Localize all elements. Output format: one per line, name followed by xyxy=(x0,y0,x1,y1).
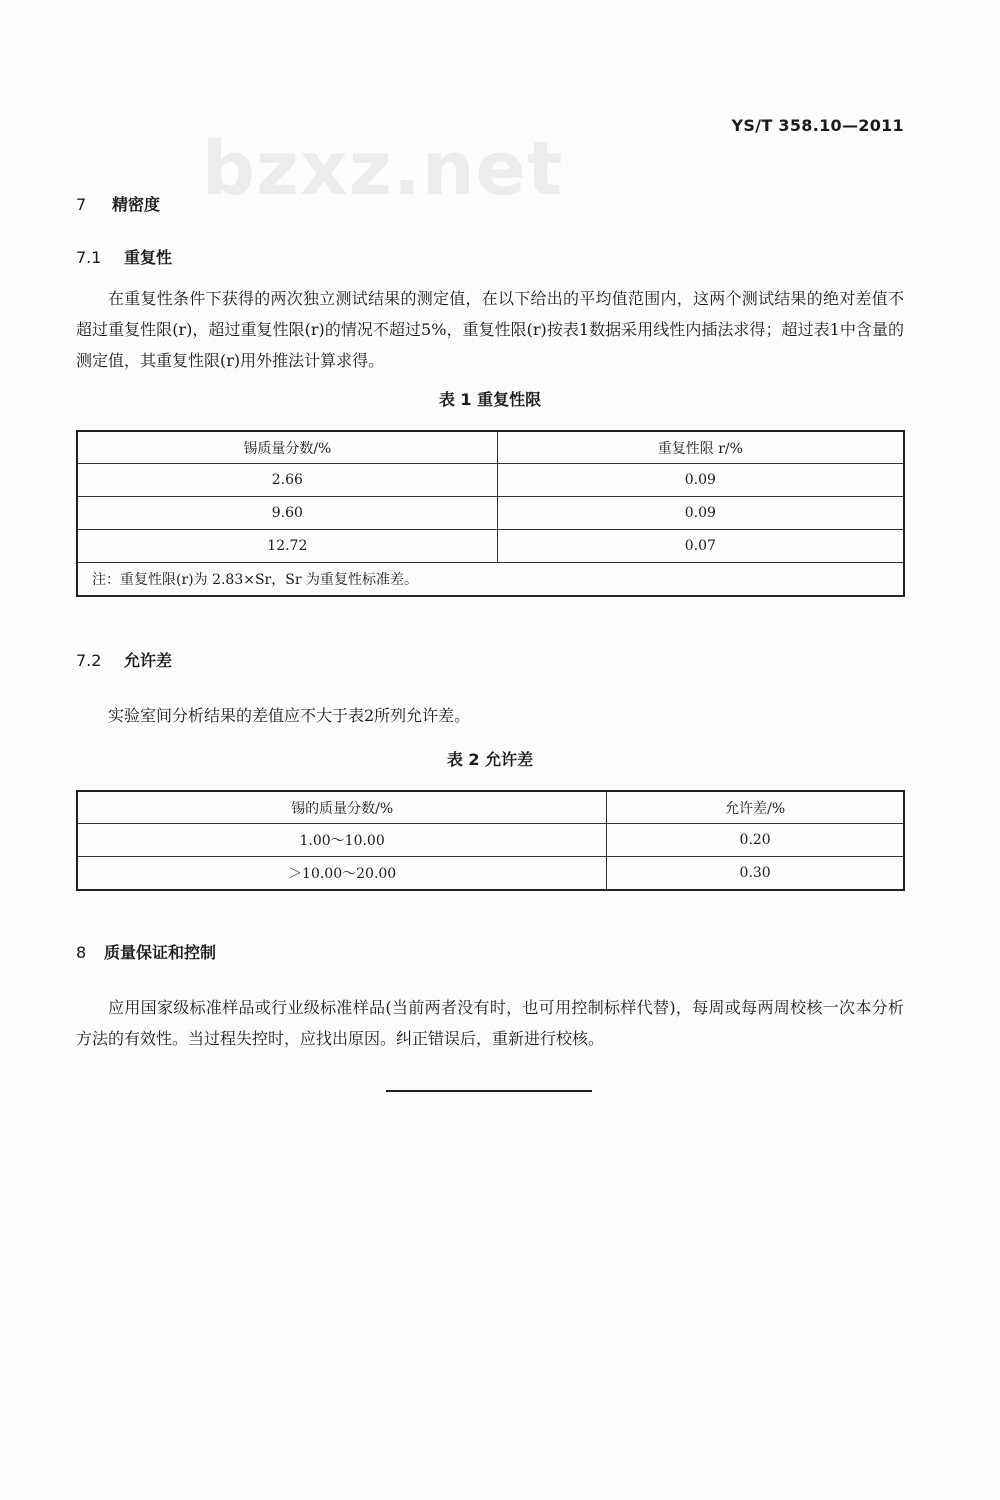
repeatability-paragraph: 在重复性条件下获得的两次独立测试结果的测定值，在以下给出的平均值范围内，这两个测试结果的绝对差值不超过重复性限(r)，超过重复性限(r)的情况不超过5%，重复性限(r)按表1数据采用线性内插法求得；超过表1中含量的测定值，其重复性限(r)用外推法计算求得。 xyxy=(76,289,904,370)
table-note: 注：重复性限(r)为 2.83×Sr，Sr 为重复性标准差。 xyxy=(77,563,904,597)
tolerance-paragraph: 实验室间分析结果的差值应不大于表2所列允许差。 xyxy=(108,706,471,725)
table-header: 允许差/% xyxy=(607,791,904,824)
standard-code: YS/T 358.10—2011 xyxy=(731,116,904,135)
table-header: 锡的质量分数/% xyxy=(77,791,607,824)
table-row xyxy=(77,497,904,530)
table-note-row xyxy=(77,563,904,597)
table-cell: 0.30 xyxy=(607,857,904,891)
section-title: 精密度 xyxy=(112,195,161,214)
table-1-caption: 表 1 重复性限 xyxy=(438,390,542,409)
table-header: 锡质量分数/% xyxy=(77,431,497,464)
end-rule xyxy=(386,1090,592,1092)
table-2-tolerance xyxy=(76,790,905,891)
table-1-repeatability xyxy=(76,430,905,597)
quality-control-paragraph: 应用国家级标准样品或行业级标准样品(当前两者没有时，也可用控制标样代替)，每周或每两周校核一次本分析方法的有效性。当过程失控时，应找出原因。纠正错误后，重新进行校核。 xyxy=(76,998,904,1048)
table-cell: 1.00～10.00 xyxy=(77,824,607,857)
watermark: bzxz.net xyxy=(202,126,564,212)
section-number: 7 xyxy=(76,195,87,214)
table-cell: ＞10.00～20.00 xyxy=(77,857,607,891)
table-row xyxy=(77,824,904,857)
table-cell: 0.09 xyxy=(497,497,904,530)
section-title: 允许差 xyxy=(124,651,173,670)
section-number: 7.2 xyxy=(76,651,102,670)
table-2-caption: 表 2 允许差 xyxy=(446,750,534,769)
table-cell: 9.60 xyxy=(77,497,497,530)
section-title: 重复性 xyxy=(124,248,173,267)
section-7-heading xyxy=(76,192,160,215)
section-number: 8 xyxy=(76,943,87,962)
table-cell: 2.66 xyxy=(77,464,497,497)
table-row xyxy=(77,530,904,563)
table-cell: 12.72 xyxy=(77,530,497,563)
section-number: 7.1 xyxy=(76,248,102,267)
section-7-1-heading xyxy=(76,245,172,268)
table-header: 重复性限 r/% xyxy=(497,431,904,464)
table-cell: 0.09 xyxy=(497,464,904,497)
table-cell: 0.07 xyxy=(497,530,904,563)
table-cell: 0.20 xyxy=(607,824,904,857)
section-8-heading xyxy=(76,940,216,963)
table-row xyxy=(77,464,904,497)
section-7-2-heading xyxy=(76,648,172,671)
table-row xyxy=(77,857,904,891)
section-title: 质量保证和控制 xyxy=(104,943,217,962)
